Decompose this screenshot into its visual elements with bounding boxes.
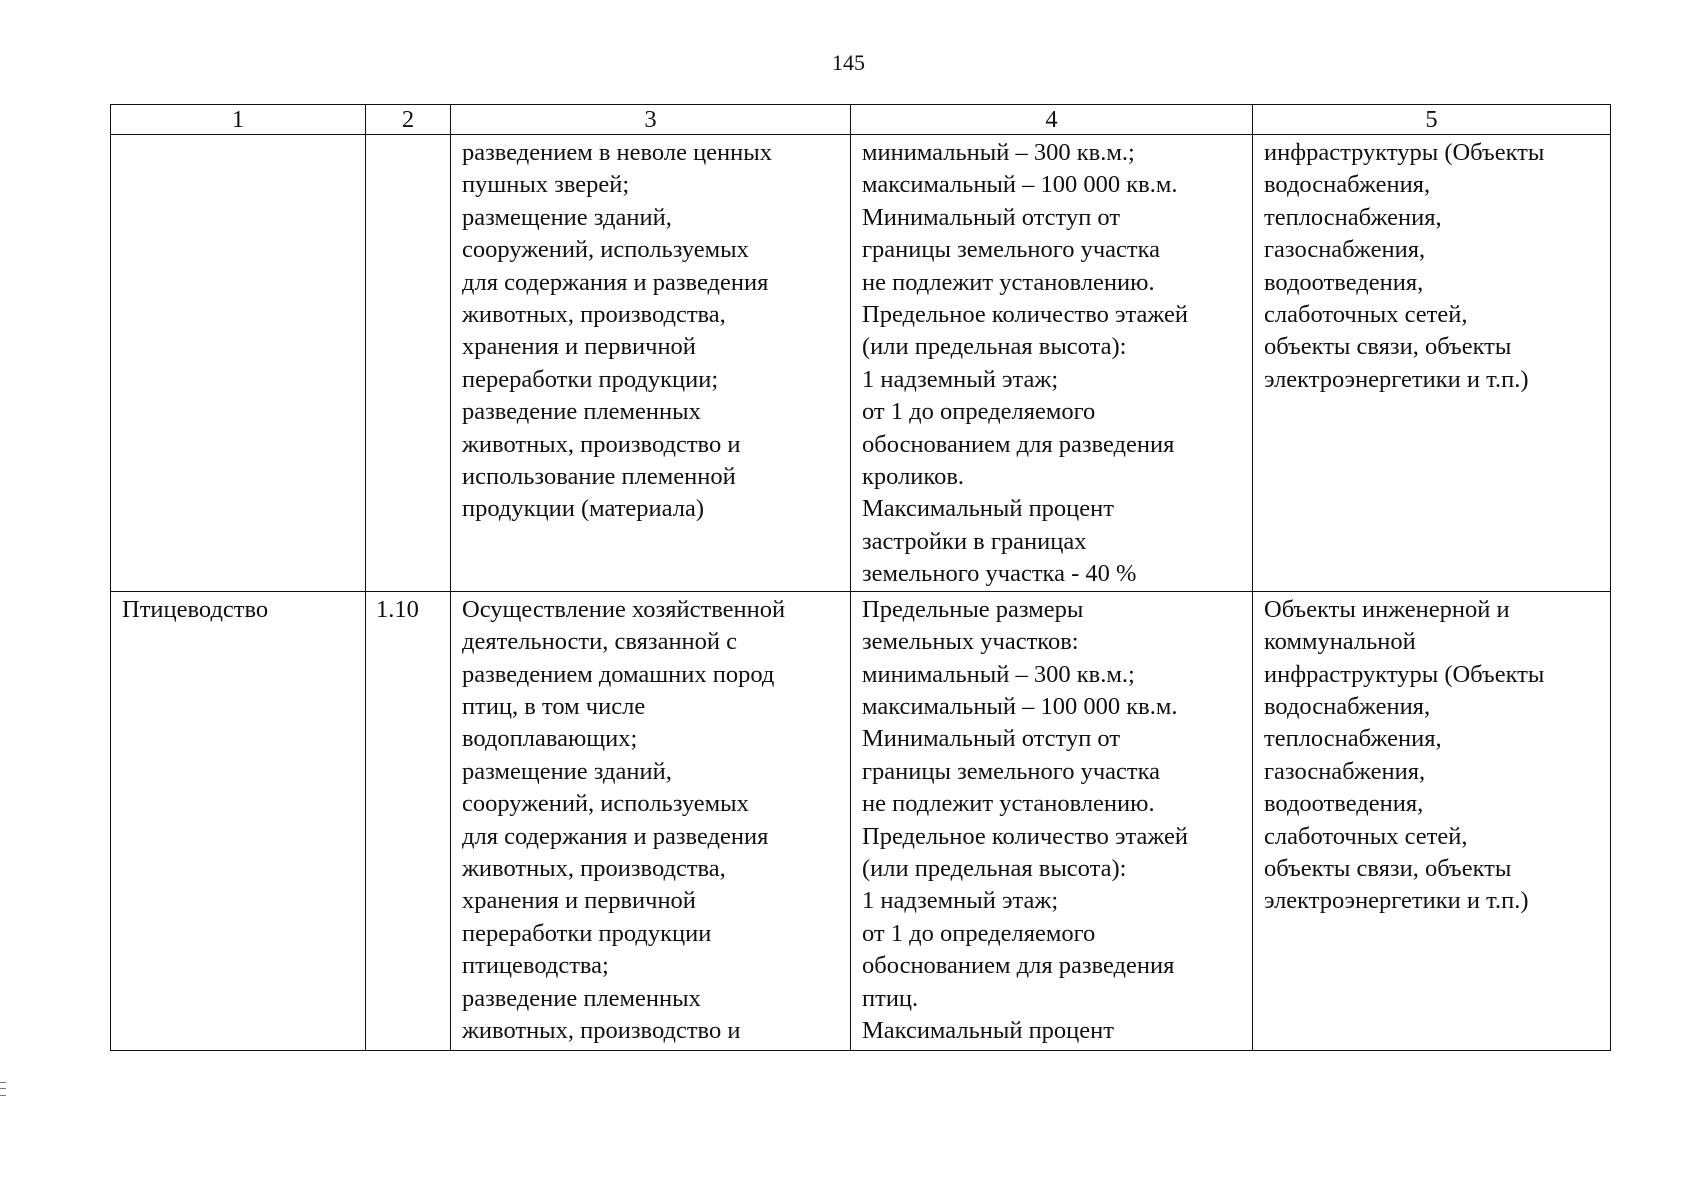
zoning-table xyxy=(110,104,1611,1051)
column-header-1: 1 xyxy=(111,105,366,135)
column-header-4: 4 xyxy=(851,105,1253,135)
page-number: 145 xyxy=(832,50,865,75)
land-use-name-cell xyxy=(111,135,366,592)
description-cell: Осуществление хозяйственной деятельности, связанной с разведением домашних пород птиц, в том числе водоплавающих; размещение зданий, сооружений, используемых для содержания и разведения животных, производства, хранения и первичной переработки продукции птицеводства; разведение племенных животных, производство и xyxy=(451,591,851,1050)
parameters-cell: Предельные размеры земельных участков: минимальный – 300 кв.м.; максимальный – 100 000 кв.м. Минимальный отступ от границы земельного участка не подлежит установлению. Предельное количество этажей (или предельная высота): 1 надземный этаж; от 1 до определяемого обоснованием для разведения птиц. Максимальный процент xyxy=(851,591,1253,1050)
land-use-name-cell: Птицеводство xyxy=(111,591,366,1050)
auxiliary-uses-cell: инфраструктуры (Объекты водоснабжения, теплоснабжения, газоснабжения, водоотведения, слаботочных сетей, объекты связи, объекты электроэнергетики и т.п.) xyxy=(1253,135,1611,592)
land-use-code-cell: 1.10 xyxy=(366,591,451,1050)
parameters-cell: минимальный – 300 кв.м.; максимальный – 100 000 кв.м. Минимальный отступ от границы земельного участка не подлежит установлению. Предельное количество этажей (или предельная высота): 1 надземный этаж; от 1 до определяемого обоснованием для разведения кроликов. Максимальный процент застройки в границах земельного участка - 40 % xyxy=(851,135,1253,592)
table-row xyxy=(111,591,1611,1050)
table-header-row xyxy=(111,105,1611,135)
auxiliary-uses-cell: Объекты инженерной и коммунальной инфраструктуры (Объекты водоснабжения, теплоснабжения, газоснабжения, водоотведения, слаботочных сетей, объекты связи, объекты электроэнергетики и т.п.) xyxy=(1253,591,1611,1050)
land-use-code-cell xyxy=(366,135,451,592)
table-row xyxy=(111,135,1611,592)
column-header-5: 5 xyxy=(1253,105,1611,135)
column-header-2: 2 xyxy=(366,105,451,135)
scan-margin-mark xyxy=(0,1082,6,1096)
column-header-3: 3 xyxy=(451,105,851,135)
description-cell: разведением в неволе ценных пушных зверей; размещение зданий, сооружений, используемых для содержания и разведения животных, производства, хранения и первичной переработки продукции; разведение племенных животных, производство и использование племенной продукции (материала) xyxy=(451,135,851,592)
